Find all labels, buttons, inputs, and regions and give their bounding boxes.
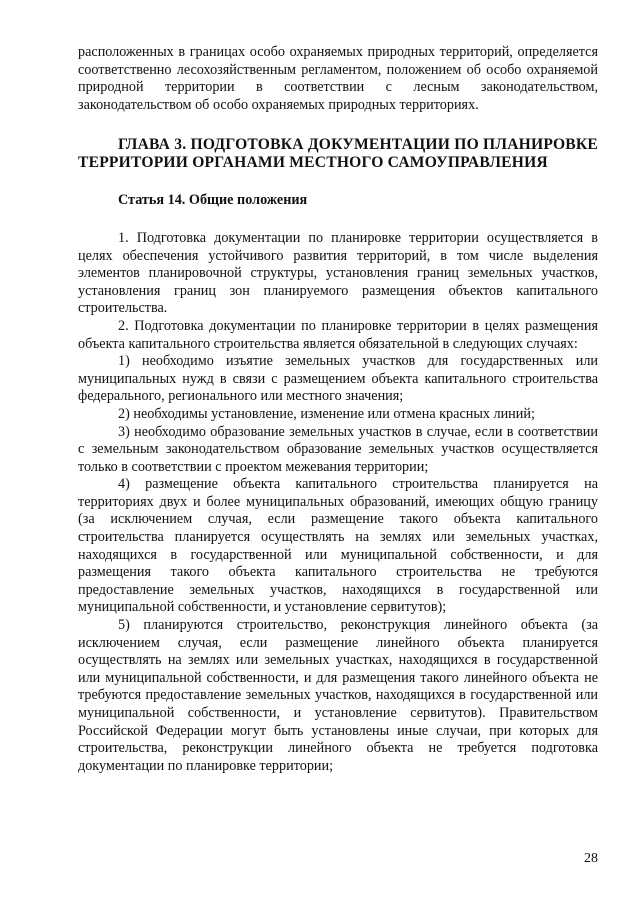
chapter-heading: ГЛАВА 3. ПОДГОТОВКА ДОКУМЕНТАЦИИ ПО ПЛАНИРОВКЕ ТЕРРИТОРИИ ОРГАНАМИ МЕСТНОГО САМОУПРАВЛЕНИЯ [78,136,598,172]
page-number: 28 [584,851,598,866]
list-item-2: 2) необходимы установление, изменение или отмена красных линий; [118,405,535,422]
list-item-5: 5) планируются строительство, реконструкция линейного объекта (за исключением случая, если размещение линейного объекта планируется осуществлять на землях или земельных участках, находящихся в государственной или муниципальной собственности, и для размещения такого линейного объекта не требуются предоставление земельных участков, находящихся в государственной или муниципальной собственности, и установление сервитутов). Правительством Российской Федерации могут быть установлены иные случаи, при которых для строительства, реконструкции линейного объекта не требуется подготовка документации по планировке территории; [78,617,598,774]
list-item-1: 1) необходимо изъятие земельных участков для государственных или муниципальных нужд в связи с размещением объекта капитального строительства федерального, регионального или местного значения; [78,353,598,405]
paragraph-1: 1. Подготовка документации по планировке территории осуществляется в целях обеспечения устойчивого развития территорий, в том числе выделения элементов планировочной структуры, установления границ земельных участков, установления границ зон планируемого размещения объектов капитального строительства. [78,229,598,317]
article-heading: Статья 14. Общие положения [118,192,308,209]
list-item-4: 4) размещение объекта капитального строительства планируется на территориях двух и более муниципальных образований, имеющих общую границу (за исключением случая, если размещение такого объекта капитального строительства планируется осуществлять на землях или земельных участках, находящихся в государственной или муниципальной собственности, и для размещения такого объекта капитального строительства не требуются предоставление земельных участков, находящихся в государственной или муниципальной собственности, и установление сервитутов); [78,476,598,616]
list-item-3: 3) необходимо образование земельных участков в случае, если в соответствии с земельным законодательством образование земельных участков осуществляется только в соответствии с проектом межевания территории; [78,423,598,475]
document-page [78,44,598,775]
paragraph-2: 2. Подготовка документации по планировке территории в целях размещения объекта капитального строительства является обязательной в следующих случаях: [78,317,598,352]
intro-paragraph: расположенных в границах особо охраняемых природных территорий, определяется соответственно лесохозяйственным регламентом, положением об особо охраняемой природной территории в соответствии с лесным законодательством, законодательством об особо охраняемых природных территориях. [78,44,598,113]
